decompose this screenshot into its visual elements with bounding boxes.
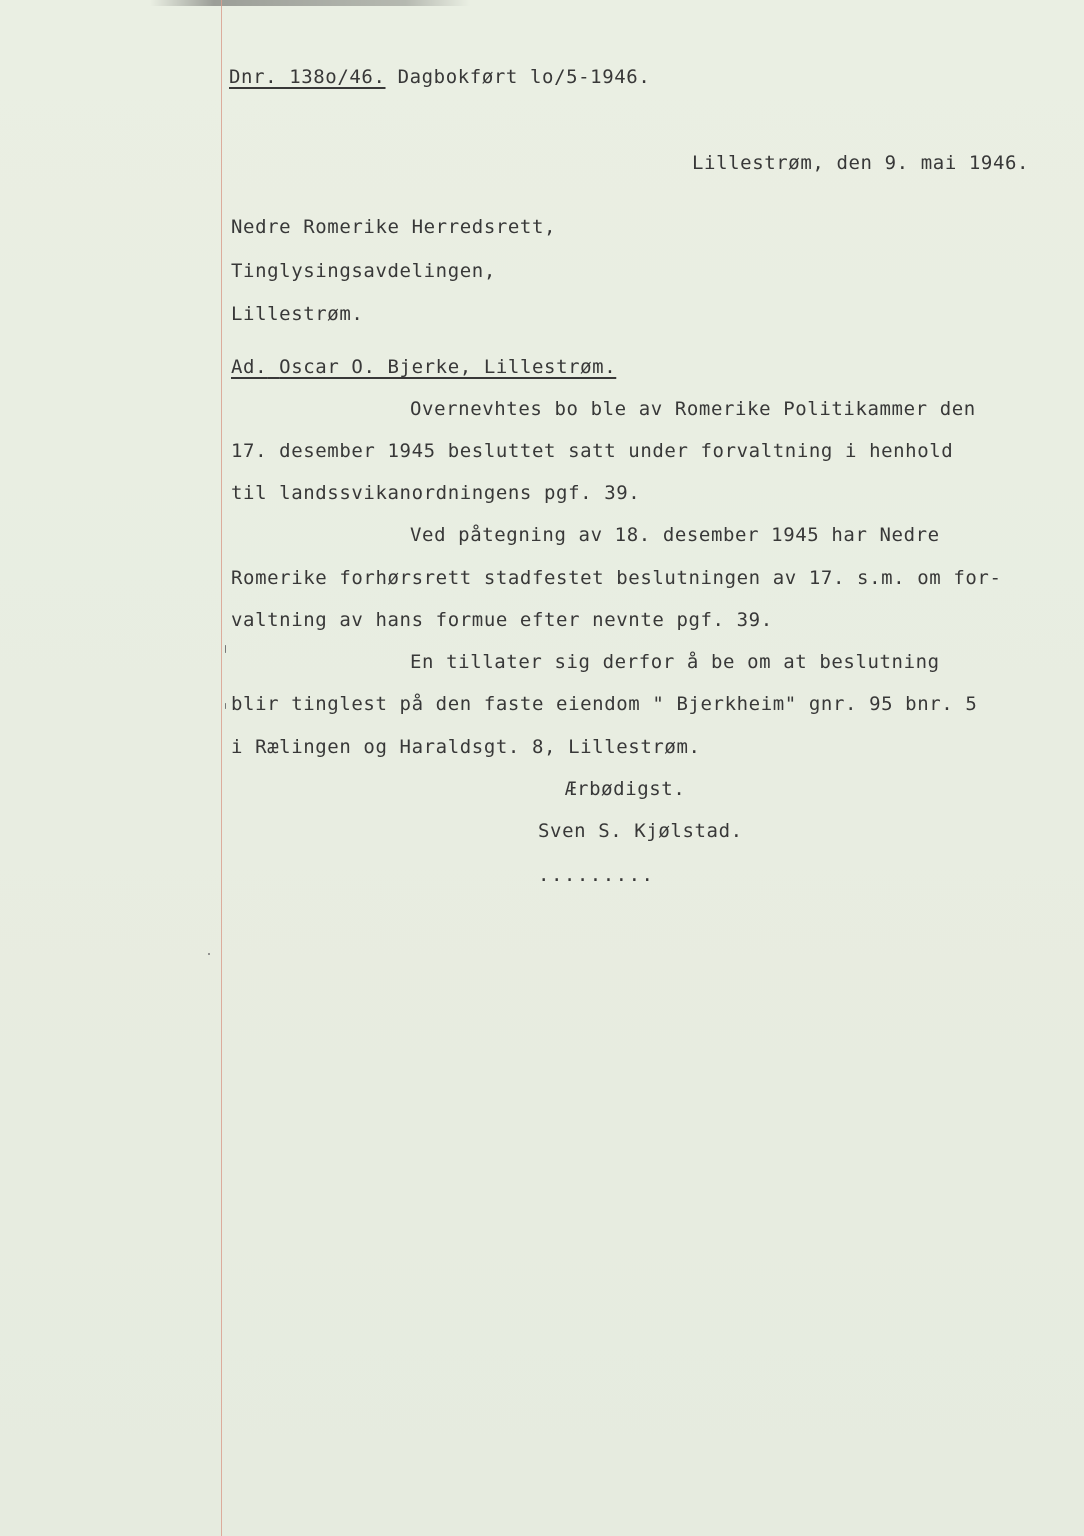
- body-p2-line-3: valtning av hans formue efter nevnte pgf. 39.: [231, 609, 773, 631]
- margin-rule: [221, 0, 222, 1536]
- top-edge-smudge: [150, 0, 470, 6]
- body-p3-line-3: i Rælingen og Haraldsgt. 8, Lillestrøm.: [231, 736, 701, 758]
- journal-number: Dnr. 138o/46.: [229, 66, 386, 88]
- subject-prefix: Ad.: [231, 356, 268, 378]
- closing-dots: .........: [538, 864, 655, 886]
- body-p3-line-2: blir tinglest på den faste eiendom " Bjerkheim" gnr. 95 bnr. 5: [231, 693, 978, 715]
- closing-signature: Sven S. Kjølstad.: [538, 820, 743, 842]
- paper-speck: [225, 645, 226, 653]
- recipient-line-1: Nedre Romerike Herredsrett,: [231, 216, 557, 238]
- body-p2-line-1: Ved påtegning av 18. desember 1945 har Nedre: [410, 524, 940, 546]
- body-p1-line-3: til landssvikanordningens pgf. 39.: [231, 482, 641, 504]
- body-p2-line-2: Romerike forhørsrett stadfestet beslutningen av 17. s.m. om for-: [231, 567, 1002, 589]
- body-p1-line-1: Overnevhtes bo ble av Romerike Politikammer den: [410, 398, 976, 420]
- place-date: Lillestrøm, den 9. mai 1946.: [692, 152, 1030, 174]
- body-p1-line-2: 17. desember 1945 besluttet satt under forvaltning i henhold: [231, 440, 954, 462]
- journal-date: Dagbokført lo/5-1946.: [397, 66, 651, 88]
- recipient-line-2: Tinglysingsavdelingen,: [231, 260, 496, 282]
- closing-salutation: Ærbødigst.: [565, 778, 686, 800]
- paper-speck: [208, 953, 210, 955]
- journal-header: [229, 66, 650, 88]
- subject-line: [231, 356, 616, 378]
- body-p3-line-1: En tillater sig derfor å be om at beslutning: [410, 651, 940, 673]
- paper-speck: [225, 703, 226, 709]
- recipient-line-3: Lillestrøm.: [231, 303, 364, 325]
- subject-text: Oscar O. Bjerke, Lillestrøm.: [279, 356, 617, 378]
